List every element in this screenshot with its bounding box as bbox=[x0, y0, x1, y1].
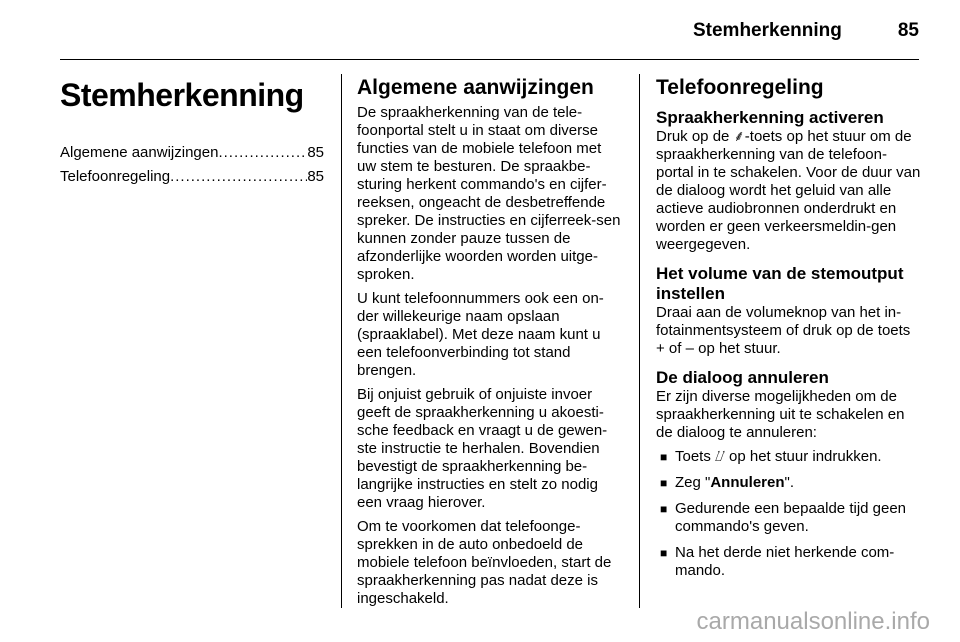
running-header bbox=[60, 18, 919, 44]
list-item-text: ". bbox=[784, 474, 795, 491]
list-item-keyword: Annuleren bbox=[710, 474, 785, 491]
column-divider-1 bbox=[341, 74, 342, 608]
cancel-subheading: De dialoog annuleren bbox=[656, 368, 829, 387]
bullet-icon: ■ bbox=[660, 450, 668, 464]
cancel-text: Er zijn diverse mogelijkheden om de spraakherkenning uit te schakelen en de dialoog te annuleren: bbox=[656, 388, 905, 441]
activate-text: Druk op de ⸙-toets op het stuur om de spraakherkenning van de telefoon-portal in te schakelen. Voor de duur van de dialoog wordt het geluid van alle actieve audiobronnen onderdrukt en worden er geen verkeersmeldin-gen weergegeven. bbox=[656, 128, 921, 253]
volume-text: Draai aan de volumeknop van het in-fotainmentsysteem of druk op de toets + of – op het stuur. bbox=[656, 304, 911, 357]
watermark: carmanualsonline.info bbox=[696, 608, 930, 635]
header-divider bbox=[60, 59, 919, 60]
list-item-text: Gedurende een bepaalde tijd geen commando's geven. bbox=[675, 500, 907, 535]
general-column bbox=[357, 76, 622, 614]
bullet-icon: ■ bbox=[660, 546, 668, 560]
phone-column bbox=[656, 76, 921, 590]
toc-column bbox=[60, 76, 324, 192]
list-item bbox=[656, 448, 921, 466]
list-item-text: Toets ⌰ op het stuur indrukken. bbox=[675, 448, 882, 465]
toc-leader-dots bbox=[170, 168, 307, 186]
toc-entry[interactable] bbox=[60, 168, 324, 186]
list-item bbox=[656, 500, 921, 536]
chapter-title: Stemherkenning bbox=[60, 77, 304, 113]
toc-entry-label: Algemene aanwijzingen bbox=[60, 144, 219, 161]
toc-leader-dots bbox=[218, 144, 307, 162]
list-item bbox=[656, 544, 921, 580]
page-number: 85 bbox=[897, 20, 919, 41]
cancel-options-list bbox=[656, 448, 921, 580]
general-paragraph: De spraakherkenning van de tele-foonportal stelt u in staat om diverse functies van de mobiele telefoon met uw stem te besturen. De spraakbe-sturing herkent commando's en cijfer-reeksen, ongeacht de desbetreffende spreker. De instructies en cijferreek-sen kunnen zonder pauze tussen de afzonderlijke woorden worden uitge-sproken. bbox=[357, 104, 621, 283]
volume-section bbox=[656, 264, 921, 358]
toc-entry-page: 85 bbox=[307, 144, 324, 161]
general-heading: Algemene aanwijzingen bbox=[357, 76, 594, 99]
general-paragraph: Om te voorkomen dat telefoonge-sprekken in de auto onbedoeld de mobiele telefoon beïnvloeden, start de spraakherkenning pas nadat deze is ingeschakeld. bbox=[357, 518, 612, 607]
volume-subheading: Het volume van de stemoutput instellen bbox=[656, 264, 904, 303]
activate-section bbox=[656, 108, 921, 254]
running-header-title: Stemherkenning bbox=[692, 20, 842, 41]
list-item-text: Zeg " bbox=[675, 474, 711, 491]
general-paragraph: U kunt telefoonnummers ook een on-der willekeurige naam opslaan (spraaklabel). Met deze naam kunt u een telefoonverbinding tot stand brengen. bbox=[357, 290, 604, 379]
list-item-text: Na het derde niet herkende com-mando. bbox=[675, 544, 895, 579]
phone-heading: Telefoonregeling bbox=[656, 76, 824, 99]
toc-entry-label: Telefoonregeling bbox=[60, 168, 171, 185]
activate-subheading: Spraakherkenning activeren bbox=[656, 108, 884, 127]
cancel-section bbox=[656, 368, 921, 580]
bullet-icon: ■ bbox=[660, 502, 668, 516]
toc-entry-page: 85 bbox=[307, 168, 324, 185]
toc-entry[interactable] bbox=[60, 144, 324, 162]
column-divider-2 bbox=[639, 74, 640, 608]
list-item bbox=[656, 474, 921, 492]
bullet-icon: ■ bbox=[660, 476, 668, 490]
general-paragraph: Bij onjuist gebruik of onjuiste invoer geeft de spraakherkenning u akoesti-sche feedback en vraagt u de gewen-ste instructie te herhalen. Bovendien bevestigt de spraakherkenning be-langrijke instructies en stelt zo nodig een vraag hierover. bbox=[357, 386, 608, 511]
